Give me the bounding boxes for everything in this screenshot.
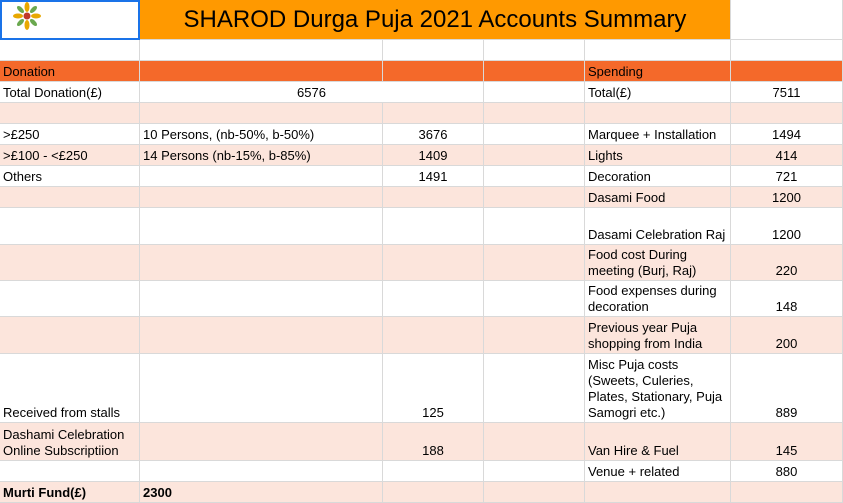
cell-empty[interactable]	[484, 61, 585, 82]
cell-empty[interactable]	[383, 461, 484, 482]
donation-amount[interactable]: 1409	[383, 145, 484, 166]
cell-empty[interactable]	[484, 317, 585, 354]
cell-empty[interactable]	[140, 208, 383, 245]
cell-empty[interactable]	[140, 103, 383, 124]
spending-amount[interactable]: 220	[731, 245, 843, 281]
cell-empty[interactable]	[383, 103, 484, 124]
cell-empty[interactable]	[484, 482, 585, 503]
donation-label[interactable]: >£100 - <£250	[0, 145, 140, 166]
stalls-amount[interactable]: 125	[383, 354, 484, 423]
cell-empty[interactable]	[383, 281, 484, 317]
cell-empty[interactable]	[0, 208, 140, 245]
cell-empty[interactable]	[383, 317, 484, 354]
cell-empty[interactable]	[484, 40, 585, 61]
cell-empty[interactable]	[383, 40, 484, 61]
spending-label[interactable]: Venue + related	[585, 461, 731, 482]
cell-empty[interactable]	[383, 208, 484, 245]
spending-amount[interactable]: 1494	[731, 124, 843, 145]
cell-empty[interactable]	[140, 317, 383, 354]
cell-empty[interactable]	[140, 166, 383, 187]
cell-empty[interactable]	[484, 208, 585, 245]
spending-amount[interactable]: 200	[731, 317, 843, 354]
online-amount[interactable]: 188	[383, 423, 484, 461]
cell-empty[interactable]	[140, 187, 383, 208]
cell-empty[interactable]	[140, 40, 383, 61]
spending-label[interactable]: Dasami Celebration Raj	[585, 208, 731, 245]
cell-empty[interactable]	[731, 61, 843, 82]
donation-desc[interactable]: 14 Persons (nb-15%, b-85%)	[140, 145, 383, 166]
cell-empty[interactable]	[484, 187, 585, 208]
cell-empty[interactable]	[731, 0, 843, 40]
cell-empty[interactable]	[383, 245, 484, 281]
murti-fund-value[interactable]: 2300	[140, 482, 383, 503]
murti-fund-label[interactable]: Murti Fund(£)	[0, 482, 140, 503]
donation-amount[interactable]: 3676	[383, 124, 484, 145]
cell-empty[interactable]	[484, 281, 585, 317]
cell-empty[interactable]	[731, 40, 843, 61]
cell-empty[interactable]	[0, 461, 140, 482]
cell-empty[interactable]	[140, 61, 383, 82]
spending-label[interactable]: Food expenses during decoration	[585, 281, 731, 317]
cell-empty[interactable]	[484, 166, 585, 187]
cell-empty[interactable]	[140, 461, 383, 482]
spending-label[interactable]: Lights	[585, 145, 731, 166]
spending-label[interactable]: Misc Puja costs (Sweets, Culeries, Plates, Stationary, Puja Samogri etc.)	[585, 354, 731, 423]
spending-amount[interactable]: 1200	[731, 187, 843, 208]
spending-amount[interactable]: 889	[731, 354, 843, 423]
spending-label[interactable]: Decoration	[585, 166, 731, 187]
cell-empty[interactable]	[484, 82, 585, 103]
page-title[interactable]: SHAROD Durga Puja 2021 Accounts Summary	[140, 0, 731, 40]
logo-cell[interactable]	[0, 0, 140, 40]
spending-label[interactable]: Food cost During meeting (Burj, Raj)	[585, 245, 731, 281]
donation-desc[interactable]: 10 Persons, (nb-50%, b-50%)	[140, 124, 383, 145]
cell-empty[interactable]	[484, 124, 585, 145]
cell-empty[interactable]	[731, 103, 843, 124]
spending-amount[interactable]: 414	[731, 145, 843, 166]
total-spending-value[interactable]: 7511	[731, 82, 843, 103]
stalls-label[interactable]: Received from stalls	[0, 354, 140, 423]
cell-empty[interactable]	[484, 145, 585, 166]
spending-amount[interactable]: 148	[731, 281, 843, 317]
cell-empty[interactable]	[0, 103, 140, 124]
cell-empty[interactable]	[0, 281, 140, 317]
cell-empty[interactable]	[484, 354, 585, 423]
spending-amount[interactable]: 721	[731, 166, 843, 187]
spending-header[interactable]: Spending	[585, 61, 731, 82]
spending-label[interactable]: Dasami Food	[585, 187, 731, 208]
cell-empty[interactable]	[0, 245, 140, 281]
cell-empty[interactable]	[484, 103, 585, 124]
cell-empty[interactable]	[731, 482, 843, 503]
cell-empty[interactable]	[383, 482, 484, 503]
spending-amount[interactable]: 1200	[731, 208, 843, 245]
donation-amount[interactable]: 1491	[383, 166, 484, 187]
cell-empty[interactable]	[484, 245, 585, 281]
cell-empty[interactable]	[140, 354, 383, 423]
cell-empty[interactable]	[585, 482, 731, 503]
cell-empty[interactable]	[140, 245, 383, 281]
total-donation-value[interactable]: 6576	[140, 82, 484, 103]
spending-amount[interactable]: 145	[731, 423, 843, 461]
cell-empty[interactable]	[0, 187, 140, 208]
cell-empty[interactable]	[585, 40, 731, 61]
cell-empty[interactable]	[140, 423, 383, 461]
sun-flower-logo-icon	[3, 0, 63, 40]
spending-label[interactable]: Marquee + Installation	[585, 124, 731, 145]
cell-empty[interactable]	[140, 281, 383, 317]
donation-header[interactable]: Donation	[0, 61, 140, 82]
spending-amount[interactable]: 880	[731, 461, 843, 482]
cell-empty[interactable]	[383, 187, 484, 208]
cell-empty[interactable]	[484, 461, 585, 482]
cell-empty[interactable]	[0, 317, 140, 354]
spending-label[interactable]: Previous year Puja shopping from India	[585, 317, 731, 354]
donation-label[interactable]: >£250	[0, 124, 140, 145]
total-spending-label[interactable]: Total(£)	[585, 82, 731, 103]
donation-label[interactable]: Others	[0, 166, 140, 187]
spending-label[interactable]: Van Hire & Fuel	[585, 423, 731, 461]
total-donation-label[interactable]: Total Donation(£)	[0, 82, 140, 103]
cell-empty[interactable]	[484, 423, 585, 461]
online-label[interactable]: Dashami Celebration Online Subscriptiion	[0, 423, 140, 461]
cell-empty[interactable]	[585, 103, 731, 124]
cell-empty[interactable]	[383, 61, 484, 82]
cell-empty[interactable]	[0, 40, 140, 61]
